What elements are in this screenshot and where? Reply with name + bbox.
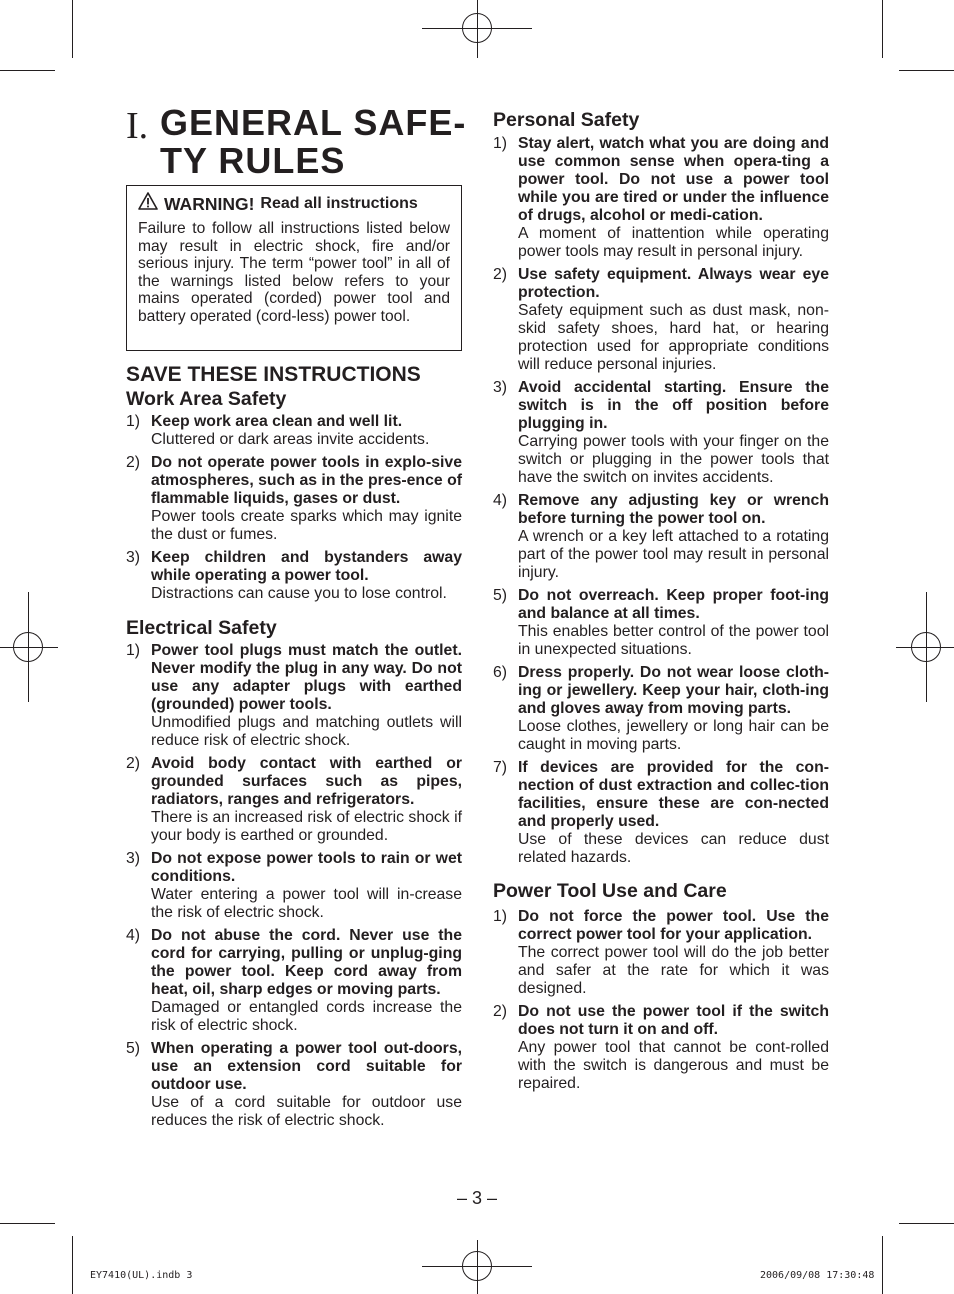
page-title-line1: GENERAL SAFE- (160, 102, 467, 143)
item-explanation: This enables better control of the power tool in unexpected situations. (518, 623, 829, 658)
item-rule: Do not abuse the cord. Never use the cord for carrying, pulling or unplug-ging the power tool. Keep cord away from heat, oil, sharp edges or moving parts. (151, 927, 462, 998)
item-explanation: Carrying power tools with your finger on the switch or plugging in the power tools that have the switch on invites accidents. (518, 433, 829, 486)
item-rule: Use safety equipment. Always wear eye protection. (518, 266, 829, 301)
item-number: 4) (493, 492, 508, 509)
item-rule: Keep work area clean and well lit. (151, 413, 403, 430)
list-item (493, 135, 829, 261)
item-number: 3) (126, 549, 141, 566)
tool-use-heading: Power Tool Use and Care (493, 880, 727, 902)
item-explanation: Unmodified plugs and matching outlets will reduce risk of electric shock. (151, 714, 462, 749)
item-rule: Do not expose power tools to rain or wet conditions. (151, 850, 462, 885)
item-explanation: Any power tool that cannot be cont-rolled with the switch is dangerous and must be repaired. (518, 1039, 829, 1092)
item-rule: Remove any adjusting key or wrench before turning the power tool on. (518, 492, 829, 527)
warning-box (126, 185, 462, 351)
warning-header (138, 192, 450, 216)
warning-subtitle: Read all instructions (260, 195, 418, 212)
item-number: 2) (493, 266, 508, 283)
item-number: 7) (493, 759, 508, 776)
item-explanation: Cluttered or dark areas invite accidents. (151, 431, 430, 448)
list-item (493, 492, 829, 582)
list-item (126, 642, 462, 750)
work-area-list (126, 413, 462, 603)
warning-body: Failure to follow all instructions listed below may result in electric shock, fire and/or serious injury. The term “power tool” in all of the warnings listed below refers to your mains operated (corded) power tool and battery operated (cord-less) power tool. (138, 220, 450, 325)
item-rule: Do not force the power tool. Use the correct power tool for your application. (518, 908, 829, 943)
page-number: – 3 – (456, 1188, 498, 1208)
page-title (160, 104, 470, 180)
item-number: 6) (493, 664, 508, 681)
list-item (493, 1003, 829, 1093)
item-number: 1) (493, 135, 508, 152)
item-number: 3) (493, 379, 508, 396)
list-item (126, 413, 462, 449)
warning-triangle-icon (138, 192, 158, 216)
save-instructions-heading: SAVE THESE INSTRUCTIONS (126, 363, 421, 386)
item-rule: Power tool plugs must match the outlet. Never modify the plug in any way. Do not use any adapter plugs with earthed (grounded) power tools. (151, 642, 462, 713)
list-item (126, 454, 462, 544)
electrical-list (126, 642, 462, 1130)
list-item (126, 549, 462, 603)
item-number: 2) (126, 454, 141, 471)
item-explanation: Safety equipment such as dust mask, non-skid safety shoes, hard hat, or hearing protection used for appropriate conditions will reduce personal injuries. (518, 302, 829, 373)
item-number: 1) (493, 908, 508, 925)
left-column (126, 363, 462, 1130)
item-rule: Avoid accidental starting. Ensure the switch is in the off position before plugging in. (518, 379, 829, 432)
footer-file: EY7410(UL).indb 3 (90, 1270, 193, 1281)
item-rule: Do not operate power tools in explo-sive atmospheres, such as in the pres-ence of flammable liquids, gases or dust. (151, 454, 462, 507)
item-number: 4) (126, 927, 141, 944)
right-column (493, 108, 829, 1093)
item-number: 5) (493, 587, 508, 604)
footer-timestamp: 2006/09/08 17:30:48 (760, 1270, 875, 1281)
list-item (493, 266, 829, 374)
item-explanation: A moment of inattention while operating power tools may result in personal injury. (518, 225, 829, 260)
item-explanation: A wrench or a key left attached to a rotating part of the power tool may result in personal injury. (518, 528, 829, 581)
item-rule: Stay alert, watch what you are doing and use common sense when opera-ting a power tool. Do not use a power tool while you are tired or under the influence of drugs, alcohol or medi-cation. (518, 135, 829, 224)
item-number: 2) (493, 1003, 508, 1020)
item-rule: Dress properly. Do not wear loose cloth-ing or jewellery. Keep your hair, cloth-ing and gloves away from moving parts. (518, 664, 829, 717)
item-explanation: There is an increased risk of electric shock if your body is earthed or grounded. (151, 809, 462, 844)
work-area-heading: Work Area Safety (126, 388, 287, 410)
list-item (126, 1040, 462, 1130)
item-rule: Do not overreach. Keep proper foot-ing and balance at all times. (518, 587, 829, 622)
list-item (126, 850, 462, 922)
item-rule: Avoid body contact with earthed or grounded surfaces such as pipes, radiators, ranges and refrigerators. (151, 755, 462, 808)
item-explanation: Loose clothes, jewellery or long hair can be caught in moving parts. (518, 718, 829, 753)
electrical-heading: Electrical Safety (126, 617, 277, 639)
list-item (493, 664, 829, 754)
item-number: 2) (126, 755, 141, 772)
tool-use-list (493, 908, 829, 1093)
warning-label: WARNING! (164, 194, 255, 214)
item-rule: When operating a power tool out-doors, use an extension cord suitable for outdoor use. (151, 1040, 462, 1093)
item-rule: Keep children and bystanders away while operating a power tool. (151, 549, 462, 584)
item-number: 3) (126, 850, 141, 867)
item-explanation: Water entering a power tool will in-crease the risk of electric shock. (151, 886, 462, 921)
item-explanation: Distractions can cause you to lose control. (151, 585, 447, 602)
item-rule: If devices are provided for the con-nection of dust extraction and collec-tion facilities, ensure these are con-nected and properly used. (518, 759, 829, 830)
item-explanation: Power tools create sparks which may ignite the dust or fumes. (151, 508, 462, 543)
list-item (493, 587, 829, 659)
item-number: 5) (126, 1040, 141, 1057)
list-item (493, 379, 829, 487)
item-explanation: The correct power tool will do the job better and safer at the rate for which it was designed. (518, 944, 829, 997)
list-item (126, 927, 462, 1035)
item-explanation: Use of a cord suitable for outdoor use reduces the risk of electric shock. (151, 1094, 462, 1129)
item-number: 1) (126, 413, 141, 430)
item-explanation: Damaged or entangled cords increase the risk of electric shock. (151, 999, 462, 1034)
personal-safety-heading: Personal Safety (493, 109, 640, 131)
item-number: 1) (126, 642, 141, 659)
item-explanation: Use of these devices can reduce dust related hazards. (518, 831, 829, 866)
list-item (493, 908, 829, 998)
page-title-line2: TY RULES (160, 140, 346, 181)
personal-safety-list (493, 135, 829, 867)
list-item (126, 755, 462, 845)
list-item (493, 759, 829, 867)
section-numeral: I. (126, 105, 149, 147)
item-rule: Do not use the power tool if the switch does not turn it on and off. (518, 1003, 829, 1038)
